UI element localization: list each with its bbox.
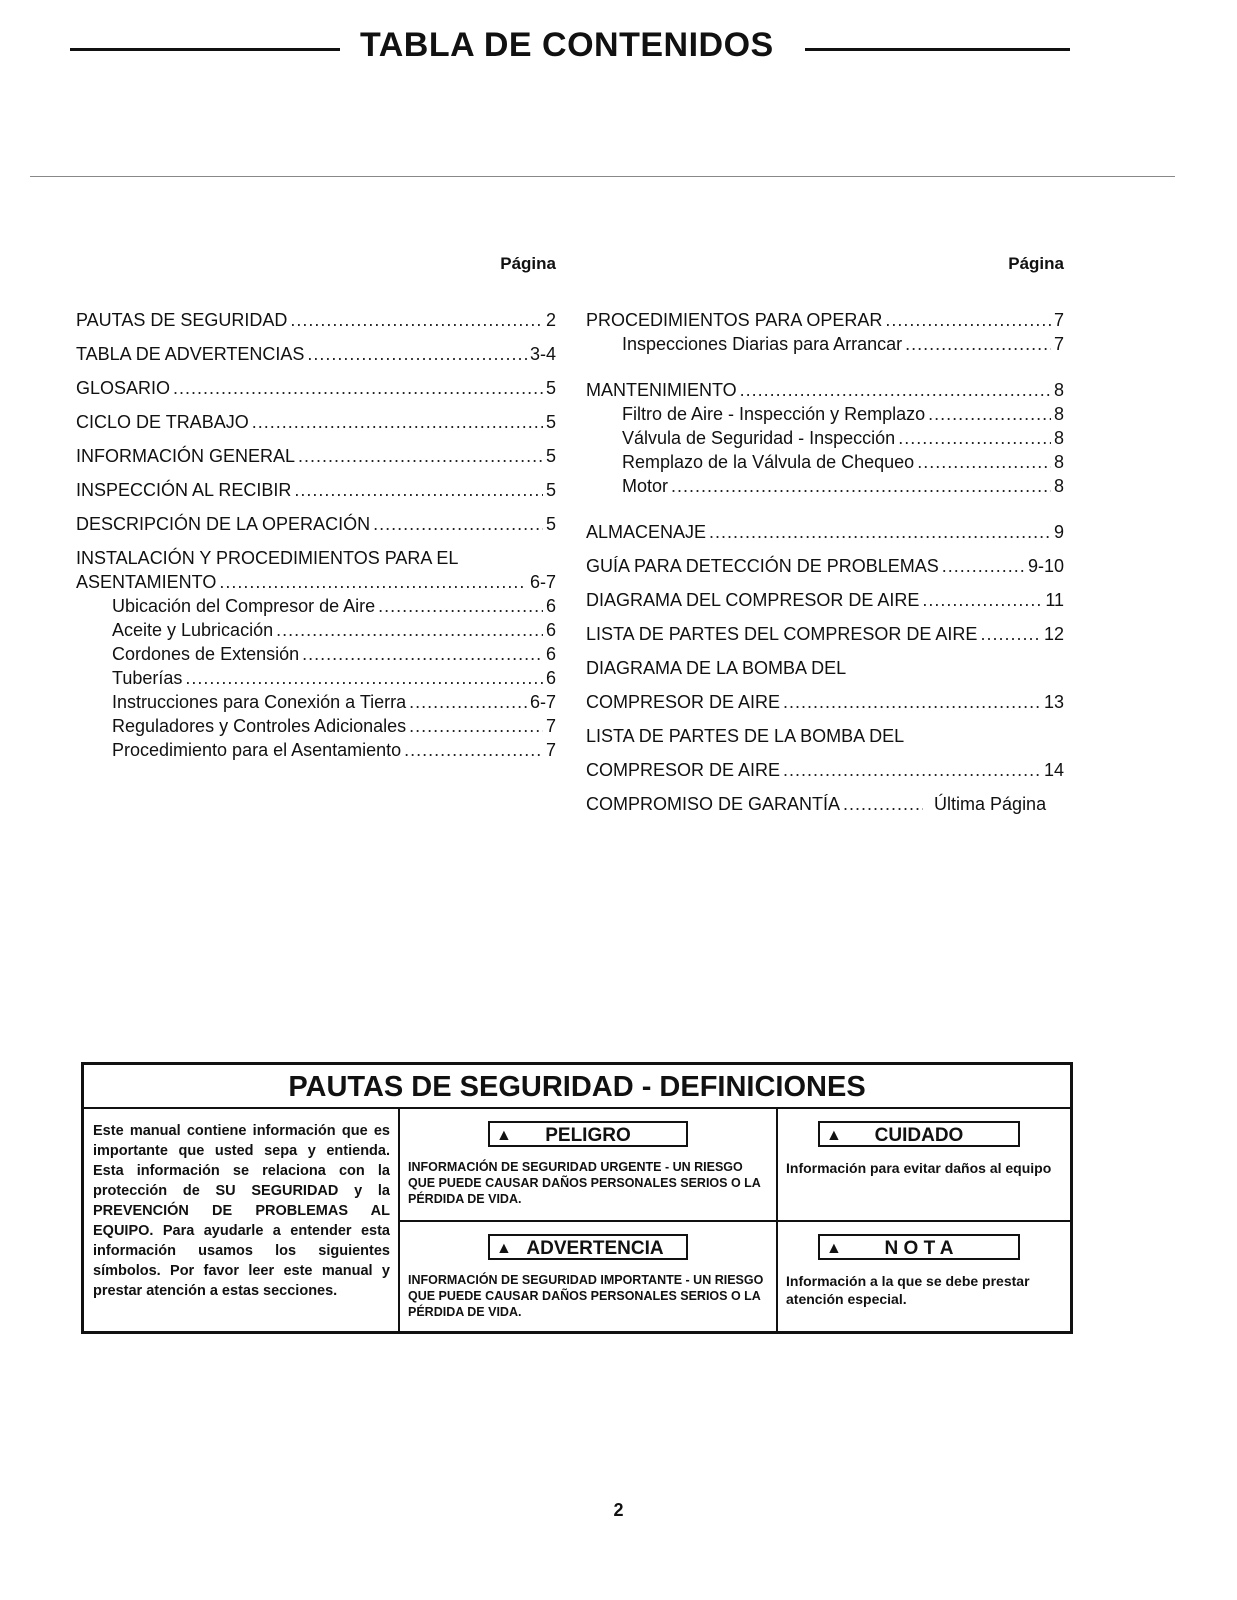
toc-subentry[interactable]	[76, 714, 556, 738]
toc-subentry-page: 8	[1053, 452, 1064, 472]
toc-subentry-title: Procedimiento para el Asentamiento	[112, 740, 402, 760]
nota-cell	[778, 1222, 1070, 1331]
toc-subentry-title: Reguladores y Controles Adicionales	[112, 716, 407, 736]
toc-subentry-page: 8	[1053, 428, 1064, 448]
toc-subentry-page: 6	[545, 596, 556, 616]
toc-entry-page: 6-7	[529, 572, 556, 592]
toc-entry-page: 9	[1053, 522, 1064, 542]
toc-entry-title: MANTENIMIENTO	[586, 380, 737, 400]
toc-entry-page: 5	[545, 446, 556, 466]
toc-subentry-page: 6-7	[529, 692, 556, 712]
toc-entry[interactable]	[586, 792, 1064, 816]
toc-entry-page: 5	[545, 514, 556, 534]
page-number: 2	[613, 1500, 624, 1520]
toc-entry-page: 5	[545, 412, 556, 432]
toc-entry-page: Última Página	[934, 794, 1047, 814]
toc-subentry[interactable]	[586, 450, 1064, 474]
toc-subentry[interactable]	[76, 690, 556, 714]
advertencia-label: ADVERTENCIA	[526, 1238, 664, 1259]
toc-subentry[interactable]	[76, 642, 556, 666]
toc-entry-title: GUÍA PARA DETECCIÓN DE PROBLEMAS	[586, 556, 939, 576]
toc-subentry-title: Cordones de Extensión	[112, 644, 300, 664]
toc-subentry[interactable]	[76, 594, 556, 618]
toc-entry[interactable]	[76, 410, 556, 434]
toc-entry[interactable]	[586, 378, 1064, 402]
cuidado-label: CUIDADO	[874, 1125, 964, 1146]
toc-entry-page: 8	[1053, 380, 1064, 400]
toc-entry-title-cont: COMPRESOR DE AIRE	[586, 692, 781, 712]
toc-entry[interactable]	[76, 478, 556, 502]
toc-entry-page: 5	[545, 480, 556, 500]
toc-entry[interactable]	[586, 520, 1064, 544]
warning-triangle-icon: ▲	[826, 1240, 842, 1257]
toc-entry-title: INSPECCIÓN AL RECIBIR	[76, 480, 292, 500]
toc-entry-title: ALMACENAJE	[586, 522, 707, 542]
toc-subentry[interactable]	[76, 618, 556, 642]
toc-entry-title: LISTA DE PARTES DEL COMPRESOR DE AIRE	[586, 624, 978, 644]
toc-subentry-title: Aceite y Lubricación	[112, 620, 274, 640]
toc-entry[interactable]	[76, 376, 556, 400]
toc-subentry-page: 7	[1053, 334, 1064, 354]
page-column-header: Página	[1008, 254, 1064, 273]
toc-subentry-title: Válvula de Seguridad - Inspección	[622, 428, 896, 448]
toc-entry[interactable]	[76, 342, 556, 366]
toc-entry-pump-diagram[interactable]	[586, 656, 1064, 714]
toc-entry[interactable]	[76, 444, 556, 468]
toc-entry-title: TABLA DE ADVERTENCIAS	[76, 344, 305, 364]
nota-text: Información a la que se debe prestar atención especial.	[786, 1273, 1030, 1307]
toc-entry-page: 5	[545, 378, 556, 398]
peligro-cell	[400, 1109, 778, 1222]
warning-triangle-icon: ▲	[826, 1127, 842, 1144]
toc-entry-title-cont: ASENTAMIENTO	[76, 572, 217, 592]
advertencia-text: INFORMACIÓN DE SEGURIDAD IMPORTANTE - UN RIESGO QUE PUEDE CAUSAR DAÑOS PERSONALES SERIOS O LA PÉRDIDA DE VIDA.	[408, 1273, 764, 1319]
advertencia-cell	[400, 1222, 778, 1331]
safety-definitions-box	[81, 1062, 1073, 1334]
toc-entry-page: 14	[1043, 760, 1064, 780]
toc-entry[interactable]	[586, 622, 1064, 646]
toc-entry-page: 12	[1043, 624, 1064, 644]
toc-entry-title: INSTALACIÓN Y PROCEDIMIENTOS PARA EL	[76, 548, 459, 568]
safety-title: PAUTAS DE SEGURIDAD - DEFINICIONES	[84, 1065, 1070, 1109]
toc-subentry-page: 7	[545, 716, 556, 736]
title-rule-right	[805, 48, 1070, 51]
header-divider	[30, 176, 1175, 177]
toc-entry-title: PAUTAS DE SEGURIDAD	[76, 310, 288, 330]
toc-entry[interactable]	[586, 588, 1064, 612]
safety-intro-text: Este manual contiene información que es importante que usted sepa y entienda. Esta información se relaciona con la protección de SU SEGURIDAD y la PREVENCIÓN DE PROBLEMAS AL EQUIPO. Para ayudarle a entender esta información usamos los siguientes símbolos. Por favor leer este manual y prestar atención a estas secciones.	[84, 1109, 400, 1331]
peligro-label: PELIGRO	[545, 1125, 631, 1146]
toc-entry-title: DIAGRAMA DEL COMPRESOR DE AIRE	[586, 590, 920, 610]
warning-triangle-icon: ▲	[496, 1127, 512, 1144]
page-title: TABLA DE CONTENIDOS	[360, 26, 774, 64]
cuidado-label-box	[818, 1121, 1020, 1147]
cuidado-cell	[778, 1109, 1070, 1222]
toc-subentry[interactable]	[76, 738, 556, 762]
toc-subentry[interactable]	[586, 474, 1064, 498]
toc-subentry[interactable]	[586, 426, 1064, 450]
toc-entry-title: CICLO DE TRABAJO	[76, 412, 249, 432]
toc-entry-title: GLOSARIO	[76, 378, 171, 398]
toc-left-column	[76, 254, 556, 762]
peligro-text: INFORMACIÓN DE SEGURIDAD URGENTE - UN RIESGO QUE PUEDE CAUSAR DAÑOS PERSONALES SERIOS O LA PÉRDIDA DE VIDA.	[408, 1160, 761, 1206]
nota-label: N O T A	[884, 1238, 954, 1259]
toc-subentry-page: 8	[1053, 476, 1064, 496]
toc-entry-page: 11	[1045, 590, 1064, 610]
toc-entry[interactable]	[586, 308, 1064, 332]
toc-subentry-title: Instrucciones para Conexión a Tierra	[112, 692, 407, 712]
toc-entry[interactable]	[76, 512, 556, 536]
toc-subentry-page: 6	[545, 620, 556, 640]
toc-entry-page: 3-4	[529, 344, 556, 364]
peligro-label-box	[488, 1121, 688, 1147]
advertencia-label-box	[488, 1234, 688, 1260]
toc-entry-title: PROCEDIMIENTOS PARA OPERAR	[586, 310, 883, 330]
page-column-header: Página	[500, 254, 556, 273]
toc-subentry-title: Tuberías	[112, 668, 183, 688]
toc-entry-title: DIAGRAMA DE LA BOMBA DEL	[586, 658, 847, 678]
toc-entry-page: 13	[1043, 692, 1064, 712]
toc-entry-page: 9-10	[1027, 556, 1064, 576]
toc-right-column	[586, 254, 1064, 816]
toc-subentry-page: 7	[545, 740, 556, 760]
toc-subentry-title: Motor	[622, 476, 669, 496]
toc-entry-title: LISTA DE PARTES DE LA BOMBA DEL	[586, 726, 905, 746]
toc-entry-pump-parts[interactable]	[586, 724, 1064, 782]
page-title-bar	[70, 22, 1070, 72]
toc-subentry-title: Filtro de Aire - Inspección y Remplazo	[622, 404, 926, 424]
toc-subentry-title: Ubicación del Compresor de Aire	[112, 596, 376, 616]
toc-entry-title-cont: COMPRESOR DE AIRE	[586, 760, 781, 780]
toc-subentry-title: Remplazo de la Válvula de Chequeo	[622, 452, 915, 472]
toc-subentry-page: 8	[1053, 404, 1064, 424]
toc-subentry-page: 6	[545, 668, 556, 688]
toc-entry-page: 2	[545, 310, 556, 330]
toc-entry-title: DESCRIPCIÓN DE LA OPERACIÓN	[76, 514, 371, 534]
toc-subentry-title: Inspecciones Diarias para Arrancar	[622, 334, 903, 354]
toc-entry-page: 7	[1053, 310, 1064, 330]
toc-subentry[interactable]	[76, 666, 556, 690]
toc-entry-title: INFORMACIÓN GENERAL	[76, 446, 296, 466]
toc-entry-installation[interactable]	[76, 546, 556, 594]
toc-entry[interactable]	[76, 308, 556, 332]
title-rule-left	[70, 48, 340, 51]
toc-entry[interactable]	[586, 554, 1064, 578]
toc-subentry[interactable]	[586, 402, 1064, 426]
toc-subentry[interactable]	[586, 332, 1064, 356]
warning-triangle-icon: ▲	[496, 1240, 512, 1257]
cuidado-text: Información para evitar daños al equipo	[786, 1160, 1052, 1176]
nota-label-box	[818, 1234, 1020, 1260]
toc-entry-title: COMPROMISO DE GARANTÍA	[586, 794, 841, 814]
toc-subentry-page: 6	[545, 644, 556, 664]
